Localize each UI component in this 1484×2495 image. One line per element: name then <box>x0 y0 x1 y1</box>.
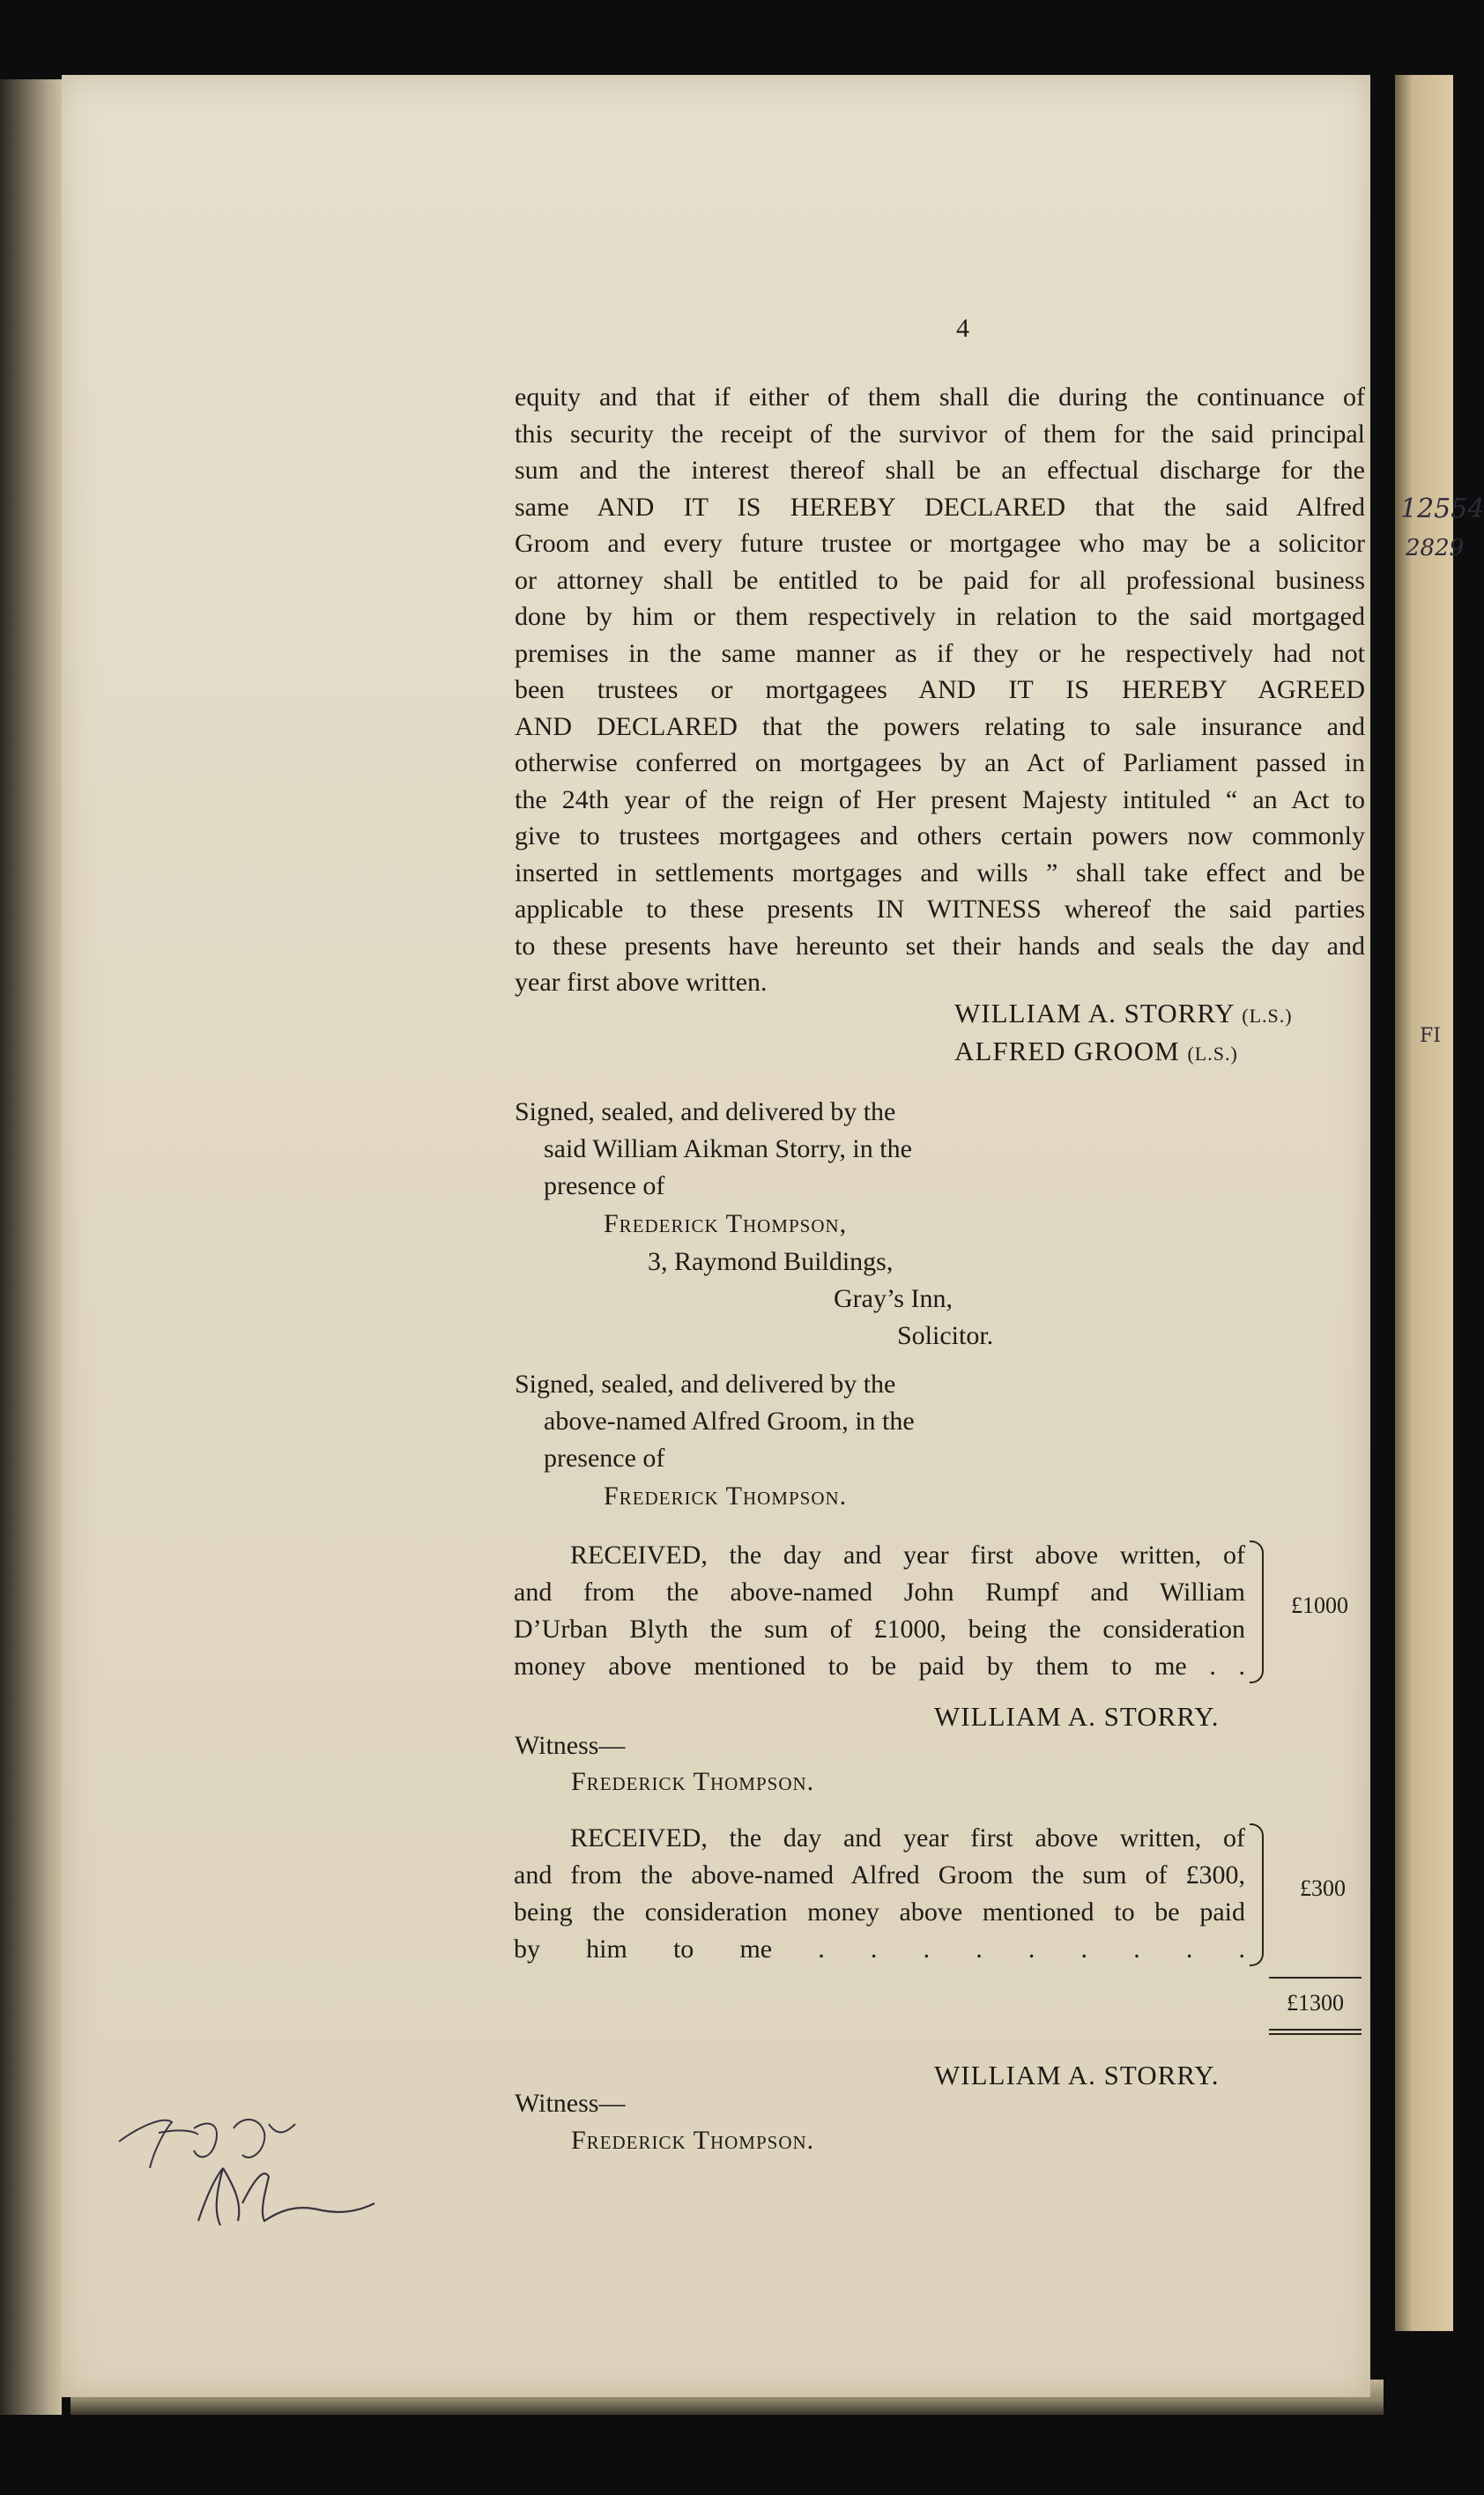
receipt-line: RECEIVED, the day and year first above written, of <box>570 1823 1245 1853</box>
body-text-line: sum and the interest thereof shall be an effectual discharge for the <box>515 456 1365 485</box>
seal-mark: (L.S.) <box>1242 1005 1293 1027</box>
receipt-total: £1300 <box>1287 1990 1344 2016</box>
signature-line <box>954 998 1293 1029</box>
body-text-line: year first above written. <box>515 968 768 997</box>
body-text-line: applicable to these presents IN WITNESS whereof the said parties <box>515 895 1365 924</box>
adjacent-page <box>1395 75 1484 2331</box>
witness-label: Witness— <box>515 1731 626 1760</box>
receipt-line: being the consideration money above mentioned to be paid <box>514 1897 1245 1927</box>
handwritten-initials <box>110 2080 392 2239</box>
total-rule <box>1269 2029 1362 2031</box>
book-binding-edge <box>0 79 62 2415</box>
receipt-signature: WILLIAM A. STORRY. <box>934 2060 1220 2090</box>
witness-label: Witness— <box>515 2089 626 2118</box>
total-rule <box>1269 2033 1362 2035</box>
receipt-1 <box>514 1537 1245 1685</box>
witness-name: Frederick Thompson. <box>604 1481 848 1511</box>
page-number: 4 <box>956 314 969 343</box>
body-text-line: been trustees or mortgagees AND IT IS HEREBY AGREED <box>515 675 1365 704</box>
body-text-line: give to trustees mortgagees and others certain powers now commonly <box>515 821 1365 850</box>
bracket <box>1250 1823 1264 1966</box>
body-text-line: the 24th year of the reign of Her present Majesty intituled “ an Act to <box>515 784 1365 814</box>
attestation-line: said William Aikman Storry, in the <box>544 1134 912 1163</box>
margin-note-number: 12554 <box>1400 494 1484 524</box>
body-text-line: or attorney shall be entitled to be paid for all professional business <box>515 565 1365 595</box>
sum-rule <box>1269 1977 1362 1979</box>
body-text-line: same AND IT IS HEREBY DECLARED that the said Alfred <box>515 492 1365 522</box>
receipt-amount: £300 <box>1300 1875 1346 1901</box>
body-text-line: to these presents have hereunto set their hands and seals the day and <box>515 931 1365 961</box>
bracket <box>1250 1541 1264 1683</box>
margin-note-number: 2829 <box>1406 535 1465 561</box>
witness-name: Frederick Thompson. <box>571 1767 815 1796</box>
receipt-line: and from the above-named Alfred Groom the sum of £300, <box>514 1860 1245 1890</box>
body-text-line: equity and that if either of them shall die during the continuance of <box>515 382 1365 412</box>
deed-body-text <box>515 379 1365 1001</box>
margin-note-text: FI <box>1420 1025 1441 1047</box>
body-text-line: Groom and every future trustee or mortgagee who may be a solicitor <box>515 529 1365 558</box>
seal-mark: (L.S.) <box>1187 1043 1238 1065</box>
attestation-line: Signed, sealed, and delivered by the <box>515 1370 896 1399</box>
receipt-line: and from the above-named John Rumpf and William <box>514 1578 1245 1607</box>
attestation-line: above-named Alfred Groom, in the <box>544 1407 915 1436</box>
body-text-line: AND DECLARED that the powers relating to sale insurance and <box>515 711 1365 741</box>
witness-name: Frederick Thompson. <box>571 2126 815 2155</box>
receipt-line: money above mentioned to be paid by them to me . . <box>514 1652 1245 1681</box>
receipt-line: RECEIVED, the day and year first above written, of <box>570 1541 1245 1570</box>
body-text-line: inserted in settlements mortgages and wills ” shall take effect and be <box>515 858 1365 887</box>
witness-name: Frederick Thompson, <box>604 1209 848 1238</box>
witness-occupation: Solicitor. <box>897 1321 994 1350</box>
receipt-signature: WILLIAM A. STORRY. <box>934 1701 1220 1732</box>
signatory-name: ALFRED GROOM <box>954 1036 1180 1066</box>
body-text-line: done by him or them respectively in relation to the said mortgaged <box>515 602 1365 631</box>
receipt-amount: £1000 <box>1291 1593 1348 1618</box>
receipt-line: by him to me . . . . . . . . . <box>514 1934 1245 1964</box>
receipt-line: D’Urban Blyth the sum of £1000, being the consideration <box>514 1615 1245 1644</box>
receipt-2 <box>514 1820 1245 1968</box>
witness-address: Gray’s Inn, <box>834 1284 953 1313</box>
witness-address: 3, Raymond Buildings, <box>648 1247 894 1276</box>
attestation-line: Signed, sealed, and delivered by the <box>515 1097 896 1126</box>
signature-line <box>954 1036 1238 1067</box>
body-text-line: premises in the same manner as if they or he respectively had not <box>515 638 1365 668</box>
body-text-line: otherwise conferred on mortgagees by an Act of Parliament passed in <box>515 748 1365 777</box>
signatory-name: WILLIAM A. STORRY <box>954 998 1235 1028</box>
attestation-line: presence of <box>544 1171 665 1200</box>
attestation-line: presence of <box>544 1444 665 1473</box>
body-text-line: this security the receipt of the survivor of them for the said principal <box>515 419 1365 449</box>
